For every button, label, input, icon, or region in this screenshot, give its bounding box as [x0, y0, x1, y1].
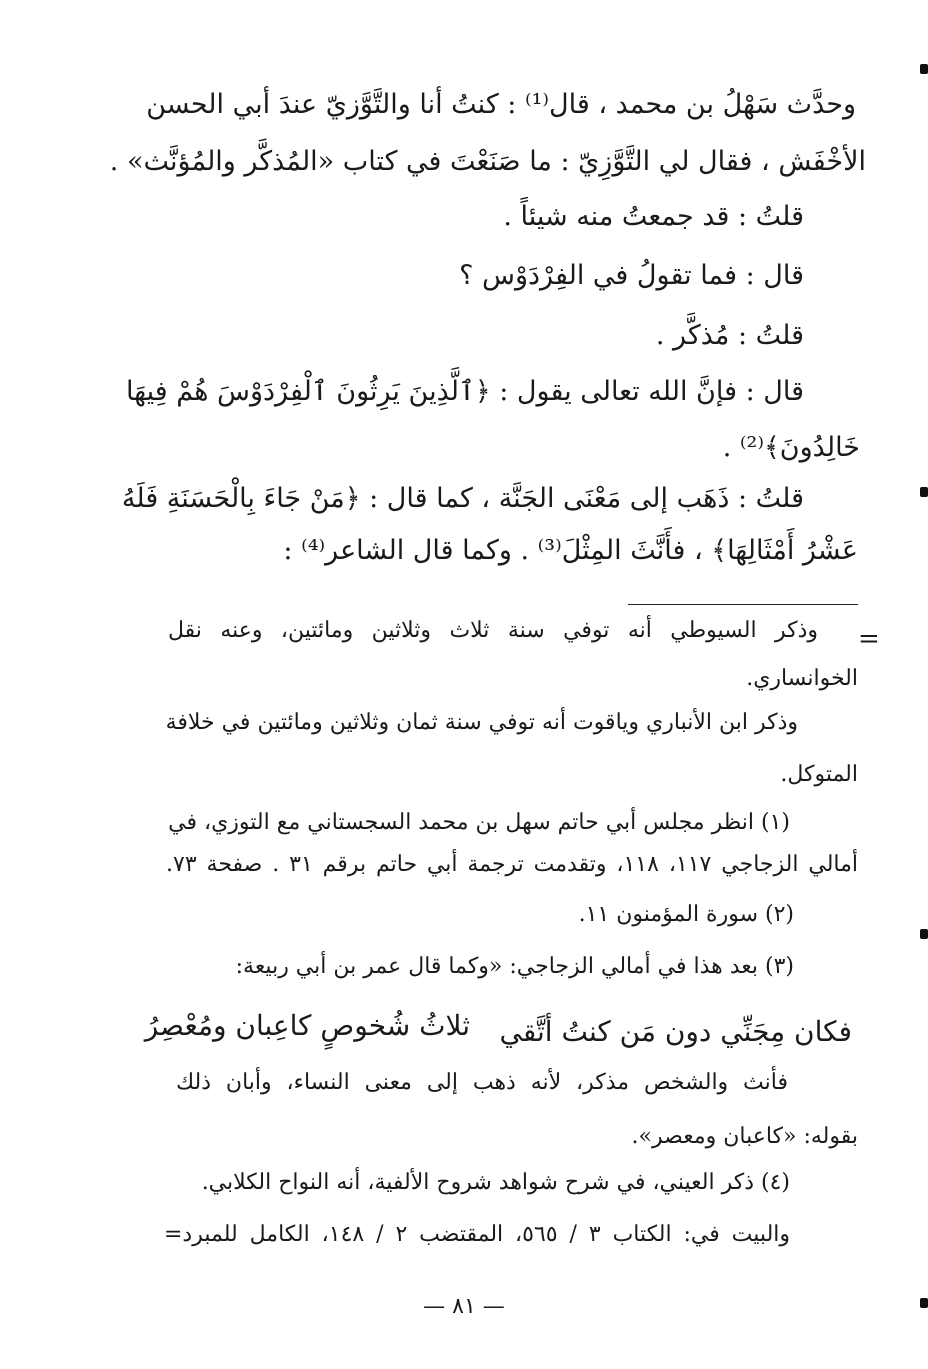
footnote-line: (١) انظر مجلس أبي حاتم سهل بن محمد السجستاني مع التوزي، في: [168, 810, 790, 835]
main-line: قال : فما تقولُ في الفِرْدَوْس ؟: [459, 260, 804, 291]
footnote-line: بقوله: «كاعبان ومعصر».: [631, 1124, 858, 1149]
footnote-line: وذكر ابن الأنباري وياقوت أنه توفي سنة ثمان وثلاثين ومائتين في خلافة: [165, 710, 798, 735]
verse-first-hemistich: فكان مِجَنِّي دون مَن كنتُ أتَّقي: [499, 1015, 852, 1048]
scan-edge-mark: [920, 487, 928, 497]
footnote-line: (٢) سورة المؤمنون ١١.: [578, 902, 794, 927]
main-line: وحدَّث سَهْلُ بن محمد ، قال⁽¹⁾ : كنتُ أنا والتَّوَّزيّ عندَ أبي الحسن: [146, 89, 856, 120]
footnote-line: (٤) ذكر العيني، في شرح شواهد شروح الألفية، أنه النواح الكلابي.: [201, 1170, 790, 1195]
footnote-line: والبيت في: الكتاب ٣ / ٥٦٥، المقتضب ٢ / ١٤٨، الكامل للمبرد=: [164, 1222, 791, 1247]
verse-second-hemistich: ثلاثُ شُخوصٍ كاعِبان ومُعْصِرُ: [144, 1009, 470, 1042]
scan-edge-mark: [920, 64, 928, 74]
scan-edge-mark: [920, 929, 928, 939]
main-line: قلتُ : ذَهَب إلى مَعْنَى الجَنَّة ، كما قال : ﴿مَنْ جَاءَ بِالْحَسَنَةِ فَلَهُ: [121, 483, 804, 514]
main-line: الأخْفَش ، فقال لي التَّوَّزِيّ : ما صَنَعْتَ في كتاب «المُذكَّر والمُؤنَّث» .: [109, 146, 866, 177]
continuation-mark: =: [858, 624, 880, 654]
footnote-line: المتوكل.: [780, 762, 858, 787]
main-line: عَشْرُ أَمْثَالِهَا﴾ ، فأَنَّثَ المِثْلَ⁽³⁾ . وكما قال الشاعر⁽⁴⁾ :: [283, 535, 858, 566]
scan-edge-mark: [920, 1298, 928, 1308]
footnote-line: فأنث والشخص مذكر، لأنه ذهب إلى معنى النساء، وأبان ذلك: [176, 1070, 788, 1095]
footnote-line: الخوانساري.: [746, 666, 858, 691]
main-line: قلتُ : مُذكَّر .: [655, 320, 804, 351]
footnote-line: أمالي الزجاجي ١١٧، ١١٨، وتقدمت ترجمة أبي حاتم برقم ٣١ . صفحة ٧٣.: [166, 852, 858, 877]
footnote-line: وذكر السيوطي أنه توفي سنة ثلاث وثلاثين ومائتين، وعنه نقل: [168, 618, 818, 643]
footnote-separator: [628, 604, 858, 605]
main-line: قلتُ : قد جمعتُ منه شيئاً .: [503, 201, 804, 232]
main-line: خَالِدُونَ﴾⁽²⁾ .: [722, 432, 860, 463]
footnote-line: (٣) بعد هذا في أمالي الزجاجي: «وكما قال عمر بن أبي ربيعة:: [235, 954, 794, 979]
main-line: قال : فإنَّ الله تعالى يقول : ﴿ٱلَّذِينَ يَرِثُونَ ٱلْفِرْدَوْسَ هُمْ فِيهَا: [125, 376, 804, 407]
page-number: — ٨١ —: [423, 1294, 505, 1319]
